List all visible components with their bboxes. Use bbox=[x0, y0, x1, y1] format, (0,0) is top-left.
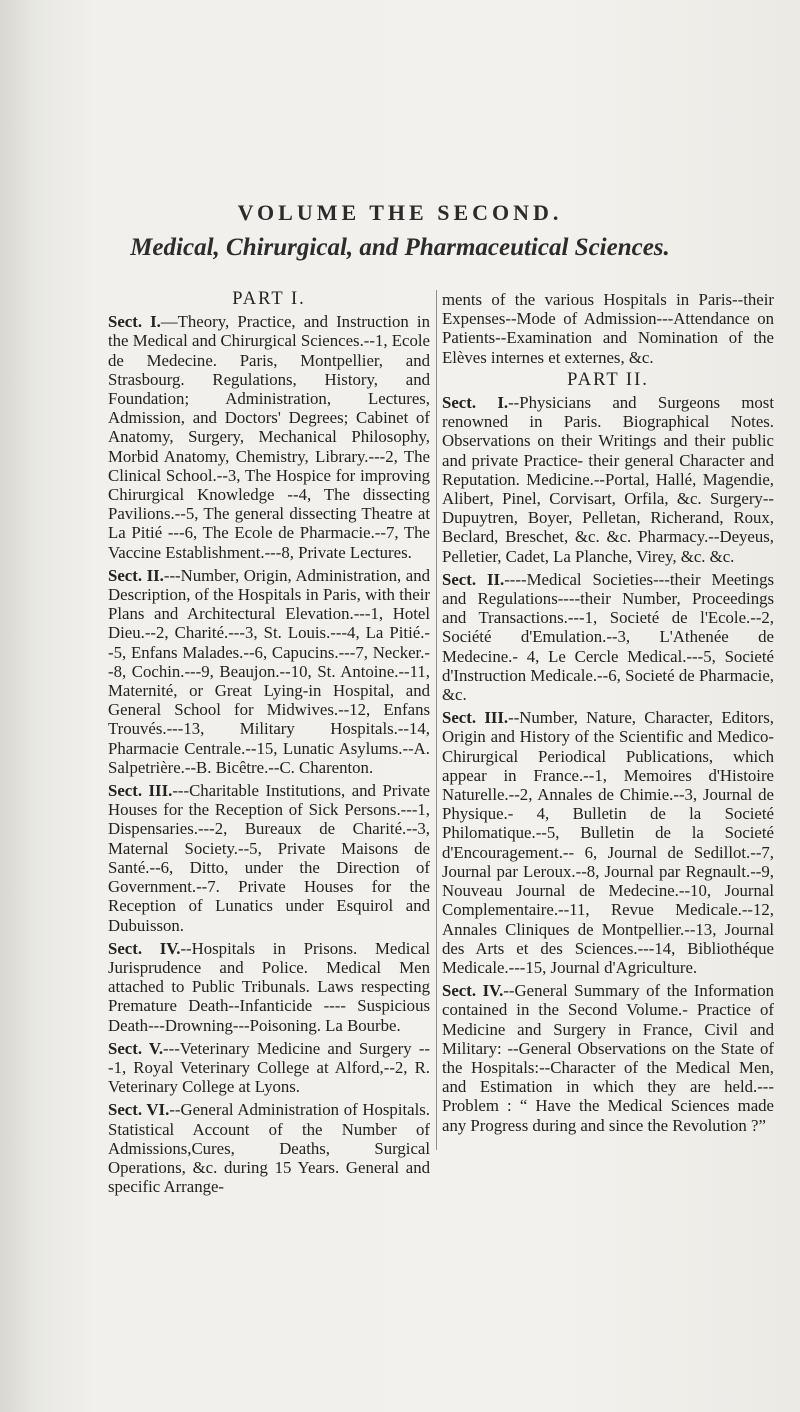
right-column bbox=[442, 290, 774, 1139]
continued-text: ments of the various Hospitals in Paris--their Expenses--Mode of Admission---Attendance on Patients--Examination and Nomination of the Elèves internes et externes, &c. bbox=[442, 290, 774, 367]
section-label: Sect. II. bbox=[108, 565, 164, 585]
section-text: --General Summary of the Information contained in the Second Volume.- Practice of Medicine and Surgery in France, Civil and Military: --General Observations on the State of the Hospitals:--Character of the Medical Men, and Estimation in which they are held.---Problem : “ Have the Medical Sciences made any Progress during and since the Revolution ?” bbox=[442, 981, 774, 1135]
section-text: ---Charitable Institutions, and Private Houses for the Reception of Sick Persons.---1, Dispensaries.---2, Bureaux de Charité.--3, Maternal Society.--5, Private Maisons de Santé.--6, Ditto, under the Direction of Government.--7. Private Houses for the Reception of Lunatics under Esquirol and Dubuisson. bbox=[108, 781, 430, 935]
section-entry bbox=[108, 312, 430, 562]
section-label: Sect. III. bbox=[442, 708, 509, 728]
section-text: --Hospitals in Prisons. Medical Jurisprudence and Police. Medical Men attached to Public Tribunals. Laws respecting Premature Death--Infanticide ---- Suspicious Death---Drowning---Poisoning. La Bourbe. bbox=[108, 938, 430, 1035]
section-label: Sect. I. bbox=[108, 312, 161, 332]
section-entry bbox=[442, 981, 774, 1135]
section-entry bbox=[442, 393, 774, 566]
volume-subtitle: Medical, Chirurgical, and Pharmaceutical Sciences. bbox=[130, 234, 670, 261]
section-label: Sect. IV. bbox=[108, 938, 181, 958]
section-label: Sect. V. bbox=[108, 1038, 164, 1058]
section-text: --Physicians and Surgeons most renowned in Paris. Biographical Notes. Observations on their Writings and their public and private Practice- their general Character and Reputation. Medicine.--Portal, Hallé, Magendie, Alibert, Pinel, Corvisart, Orfila, &c. Surgery--Dupuytren, Boyer, Pelletan, Richerand, Roux, Beclard, Breschet, &c. &c. Pharmacy.--Deyeus, Pelletier, Cadet, La Planche, Virey, &c. &c. bbox=[442, 393, 775, 566]
section-label: Sect. VI. bbox=[108, 1100, 170, 1120]
section-label: Sect. II. bbox=[442, 569, 505, 589]
part-heading: PART II. bbox=[567, 369, 649, 390]
section-label: Sect. IV. bbox=[442, 981, 504, 1001]
section-text: ----Medical Societies---their Meetings and Regulations----their Number, Proceedings and Transactions.---1, Societé de l'Ecole.--2, Société d'Emulation.--3, L'Athenée de Medecine.- 4, Le Cercle Medical.---5, Societé d'Instruction Medicale.--6, Societé de Pharmacie, &c. bbox=[442, 569, 774, 705]
section-entry bbox=[108, 566, 430, 777]
section-text: --Number, Nature, Character, Editors, Origin and History of the Scientific and Medico-Chirurgical Periodical Publications, which appear in France.--1, Memoires d'Histoire Naturelle.--2, Annales de Chimie.--3, Journal de Physique.- 4, Bulletin de la Societé Philomatique.--5, Bulletin de la Societé d'Encouragement.-- 6, Journal de Sedillot.--7, Journal par Leroux.--8, Journal par Regnault.--9, Nouveau Journal de Medecine.--10, Journal Complementaire.--11, Revue Medicale.--12, Annales Cliniques de Montpellier.--13, Journal des Arts et des Sciences.---14, Bibliothéque Medicale.---15, Journal d'Agriculture. bbox=[442, 708, 774, 977]
section-text: ---Veterinary Medicine and Surgery ---1, Royal Veterinary College at Alford,--2, R. Veterinary College at Lyons. bbox=[108, 1038, 430, 1097]
section-entry bbox=[442, 708, 774, 977]
section-text: ---Number, Origin, Administration, and Description, of the Hospitals in Paris, with their Plans and Architectural Elevation.---1, Hotel Dieu.--2, Charité.---3, St. Louis.---4, La Pitié.--5, Enfans Malades.--6, Capucins.---7, Necker.--8, Cochin.---9, Beaujon.--10, St. Antoine.--11, Maternité, or Great Lying-in Hospital, and General School for Midwives.--12, Enfans Trouvés.---13, Military Hospitals.--14, Pharmacie Centrale.--15, Lunatic Asylums.--A. Salpetrière.--B. Bicêtre.--C. Charenton. bbox=[108, 565, 431, 777]
part-heading: PART I. bbox=[232, 289, 306, 309]
section-label: Sect. I. bbox=[442, 393, 509, 413]
section-entry bbox=[442, 570, 774, 704]
column-divider bbox=[436, 290, 437, 1150]
left-column bbox=[108, 290, 430, 1200]
section-entry bbox=[108, 1100, 430, 1196]
section-entry bbox=[108, 781, 430, 935]
section-entry bbox=[108, 1039, 430, 1097]
section-text: —Theory, Practice, and Instruction in the Medical and Chirurgical Sciences.--1, Ecole de Medecine. Paris, Montpellier, and Strasbourg. Regulations, History, and Foundation; Administration, Lectures, Admission, and Doctors' Degrees; Cabinet of Anatomy, Surgery, Mechanical Philosophy, Morbid Anatomy, Chemistry, Library.---2, The Clinical School.--3, The Hospice for improving Chirurgical Knowledge --4, The dissecting Pavilions.--5, The general dissecting Theatre at La Pitié ---6, The Ecole de Pharmacie.--7, The Vaccine Establishment.---8, Private Lectures. bbox=[108, 312, 430, 562]
volume-title: VOLUME THE SECOND. bbox=[237, 200, 563, 225]
section-text: --General Administration of Hospitals. Statistical Account of the Number of Admissions,Cures, Deaths, Surgical Operations, &c. during 15 Years. General and specific Arrange- bbox=[108, 1100, 430, 1197]
section-entry bbox=[108, 939, 430, 1035]
section-label: Sect. III. bbox=[108, 781, 173, 801]
